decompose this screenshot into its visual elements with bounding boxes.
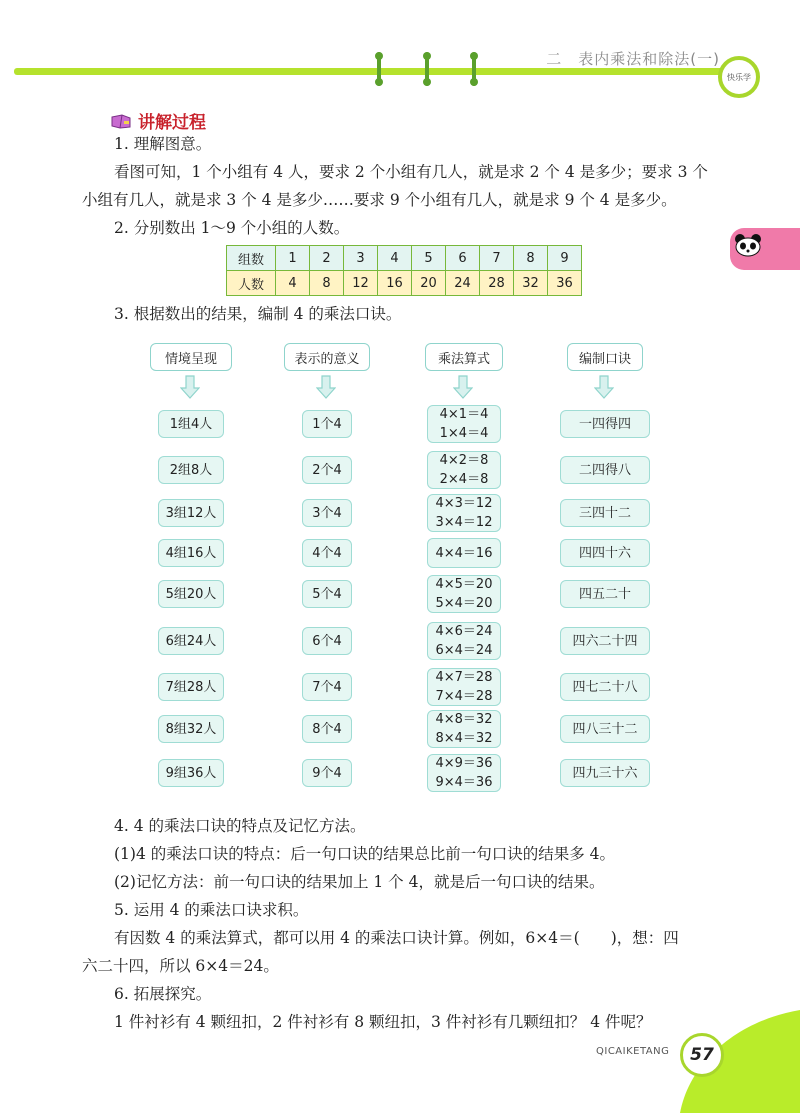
meaning-box (302, 715, 352, 743)
table-row-groups (227, 246, 582, 271)
meaning-box (302, 539, 352, 567)
rhyme-box-text: 四六二十四 (572, 633, 638, 649)
formula-box-text: 5×4＝20 (435, 596, 493, 611)
table-cell: 1 (276, 246, 310, 271)
table-cell: 36 (548, 271, 582, 296)
brand-text: QICAIKETANG (596, 1046, 670, 1057)
column-title: 编制口诀 (567, 343, 643, 371)
formula-box-text: 4×1＝4 (439, 407, 489, 422)
situation-box (158, 456, 224, 484)
meaning-box (302, 456, 352, 484)
down-arrow-icon (316, 375, 336, 399)
formula-box-text: 4×5＝20 (435, 577, 493, 592)
formula-box-text: 4×7＝28 (435, 670, 493, 685)
heading-text: 讲解过程 (138, 113, 206, 133)
down-arrow-icon (453, 375, 473, 399)
meaning-box-text: 2个4 (312, 462, 342, 478)
situation-box (158, 410, 224, 438)
rhyme-box (560, 499, 650, 527)
situation-box (158, 715, 224, 743)
table-cell: 3 (344, 246, 378, 271)
situation-box-text: 1组4人 (169, 416, 213, 432)
table-cell: 7 (480, 246, 514, 271)
meaning-box (302, 673, 352, 701)
situation-box (158, 499, 224, 527)
formula-box-text: 6×4＝24 (435, 643, 493, 658)
badge-text: 快乐学 (727, 72, 751, 82)
exploration-question: 1 件衬衫有 4 颗纽扣，2 件衬衫有 8 颗纽扣，3 件衬衫有几颗纽扣？ 4 件呢？ (114, 1013, 652, 1031)
rhyme-box-text: 四五二十 (578, 586, 631, 602)
rhyme-box (560, 539, 650, 567)
situation-box-text: 7组28人 (165, 679, 217, 695)
table-cell: 12 (344, 271, 378, 296)
row-label: 人数 (227, 271, 276, 296)
explanation-line-1: 看图可知，1 个小组有 4 人，要求 2 个小组有几人，就是求 2 个 4 是多少；要求 3 个 (114, 163, 708, 181)
situation-box-text: 8组32人 (165, 721, 217, 737)
rhyme-box (560, 759, 650, 787)
rhyme-box (560, 627, 650, 655)
rhyme-box-text: 一四得四 (578, 416, 631, 432)
down-arrow-icon (180, 375, 200, 399)
formula-box-text: 4×3＝12 (435, 496, 493, 511)
meaning-box (302, 580, 352, 608)
step-2: 2. 分别数出 1～9 个小组的人数。 (114, 219, 350, 237)
feature-text: (1)4 的乘法口诀的特点：后一句口诀的结果总比前一句口诀的结果多 4。 (114, 845, 616, 863)
table-cell: 24 (446, 271, 480, 296)
formula-box (427, 538, 501, 568)
meaning-box (302, 499, 352, 527)
count-table (226, 245, 582, 296)
formula-box-text: 4×8＝32 (435, 712, 493, 727)
formula-box (427, 754, 501, 792)
meaning-box-text: 3个4 (312, 505, 342, 521)
rhyme-box (560, 410, 650, 438)
down-arrow-icon (594, 375, 614, 399)
table-cell: 6 (446, 246, 480, 271)
situation-box-text: 9组36人 (165, 765, 217, 781)
meaning-box-text: 5个4 (312, 586, 342, 602)
page-number: 57 (680, 1033, 724, 1077)
formula-box (427, 710, 501, 748)
meaning-box-text: 9个4 (312, 765, 342, 781)
situation-box-text: 6组24人 (165, 633, 217, 649)
logo-badge (718, 56, 760, 98)
situation-box-text: 4组16人 (165, 545, 217, 561)
memory-method-text: (2)记忆方法：前一句口诀的结果加上 1 个 4，就是后一句口诀的结果。 (114, 873, 605, 891)
formula-box-text: 8×4＝32 (435, 731, 493, 746)
binder-ring-icon (470, 52, 478, 86)
step-6: 6. 拓展探究。 (114, 985, 212, 1003)
meaning-box (302, 759, 352, 787)
formula-box-text: 7×4＝28 (435, 689, 493, 704)
table-cell: 32 (514, 271, 548, 296)
situation-box (158, 539, 224, 567)
table-cell: 28 (480, 271, 514, 296)
rhyme-box (560, 580, 650, 608)
formula-box-text: 9×4＝36 (435, 775, 493, 790)
formula-box (427, 622, 501, 660)
rhyme-box-text: 二四得八 (578, 462, 631, 478)
step-4: 4. 4 的乘法口诀的特点及记忆方法。 (114, 817, 366, 835)
rhyme-box-text: 四四十六 (578, 545, 631, 561)
meaning-box-text: 6个4 (312, 633, 342, 649)
table-cell: 16 (378, 271, 412, 296)
formula-box-text: 4×4＝16 (435, 545, 493, 561)
chapter-title: 二 表内乘法和除法(一) (546, 50, 720, 68)
apply-line-1: 有因数 4 的乘法算式，都可以用 4 的乘法口诀计算。例如，6×4＝( )，想：四 (114, 929, 679, 947)
situation-box (158, 580, 224, 608)
column-title: 情境呈现 (150, 343, 232, 371)
formula-box-text: 3×4＝12 (435, 515, 493, 530)
explanation-line-2: 小组有几人，就是求 3 个 4 是多少……要求 9 个小组有几人，就是求 9 个 4 是多少。 (82, 191, 677, 209)
formula-box-text: 4×6＝24 (435, 624, 493, 639)
rhyme-box-text: 四九三十六 (572, 765, 638, 781)
column-title: 表示的意义 (284, 343, 370, 371)
rhyme-box (560, 456, 650, 484)
step-1: 1. 理解图意。 (114, 135, 212, 153)
formula-box (427, 494, 501, 532)
apply-line-2: 六二十四，所以 6×4＝24。 (82, 957, 279, 975)
meaning-box-text: 1个4 (312, 416, 342, 432)
table-row-people (227, 271, 582, 296)
table-cell: 2 (310, 246, 344, 271)
situation-box (158, 673, 224, 701)
binder-ring-icon (423, 52, 431, 86)
formula-box (427, 405, 501, 443)
formula-box (427, 451, 501, 489)
meaning-box (302, 410, 352, 438)
step-5: 5. 运用 4 的乘法口诀求积。 (114, 901, 309, 919)
meaning-box (302, 627, 352, 655)
rhyme-box (560, 673, 650, 701)
step-3: 3. 根据数出的结果，编制 4 的乘法口诀。 (114, 305, 402, 323)
table-cell: 4 (378, 246, 412, 271)
binder-ring-icon (375, 52, 383, 86)
table-cell: 4 (276, 271, 310, 296)
formula-box-text: 4×2＝8 (439, 453, 489, 468)
meaning-box-text: 8个4 (312, 721, 342, 737)
table-cell: 8 (514, 246, 548, 271)
meaning-box-text: 4个4 (312, 545, 342, 561)
formula-box (427, 668, 501, 706)
rhyme-box-text: 四七二十八 (572, 679, 638, 695)
formula-box-text: 2×4＝8 (439, 472, 489, 487)
situation-box (158, 627, 224, 655)
formula-box-text: 1×4＝4 (439, 426, 489, 441)
corner-decoration (650, 1010, 800, 1113)
table-cell: 8 (310, 271, 344, 296)
table-cell: 20 (412, 271, 446, 296)
table-cell: 9 (548, 246, 582, 271)
book-icon (110, 113, 132, 129)
header-bar (14, 68, 734, 75)
column-title: 乘法算式 (425, 343, 503, 371)
row-label: 组数 (227, 246, 276, 271)
meaning-box-text: 7个4 (312, 679, 342, 695)
panda-icon (734, 233, 762, 257)
formula-box (427, 575, 501, 613)
situation-box-text: 5组20人 (165, 586, 217, 602)
situation-box-text: 3组12人 (165, 505, 217, 521)
table-cell: 5 (412, 246, 446, 271)
rhyme-box-text: 三四十二 (578, 505, 631, 521)
rhyme-box-text: 四八三十二 (572, 721, 638, 737)
rhyme-box (560, 715, 650, 743)
formula-box-text: 4×9＝36 (435, 756, 493, 771)
situation-box (158, 759, 224, 787)
situation-box-text: 2组8人 (169, 462, 213, 478)
